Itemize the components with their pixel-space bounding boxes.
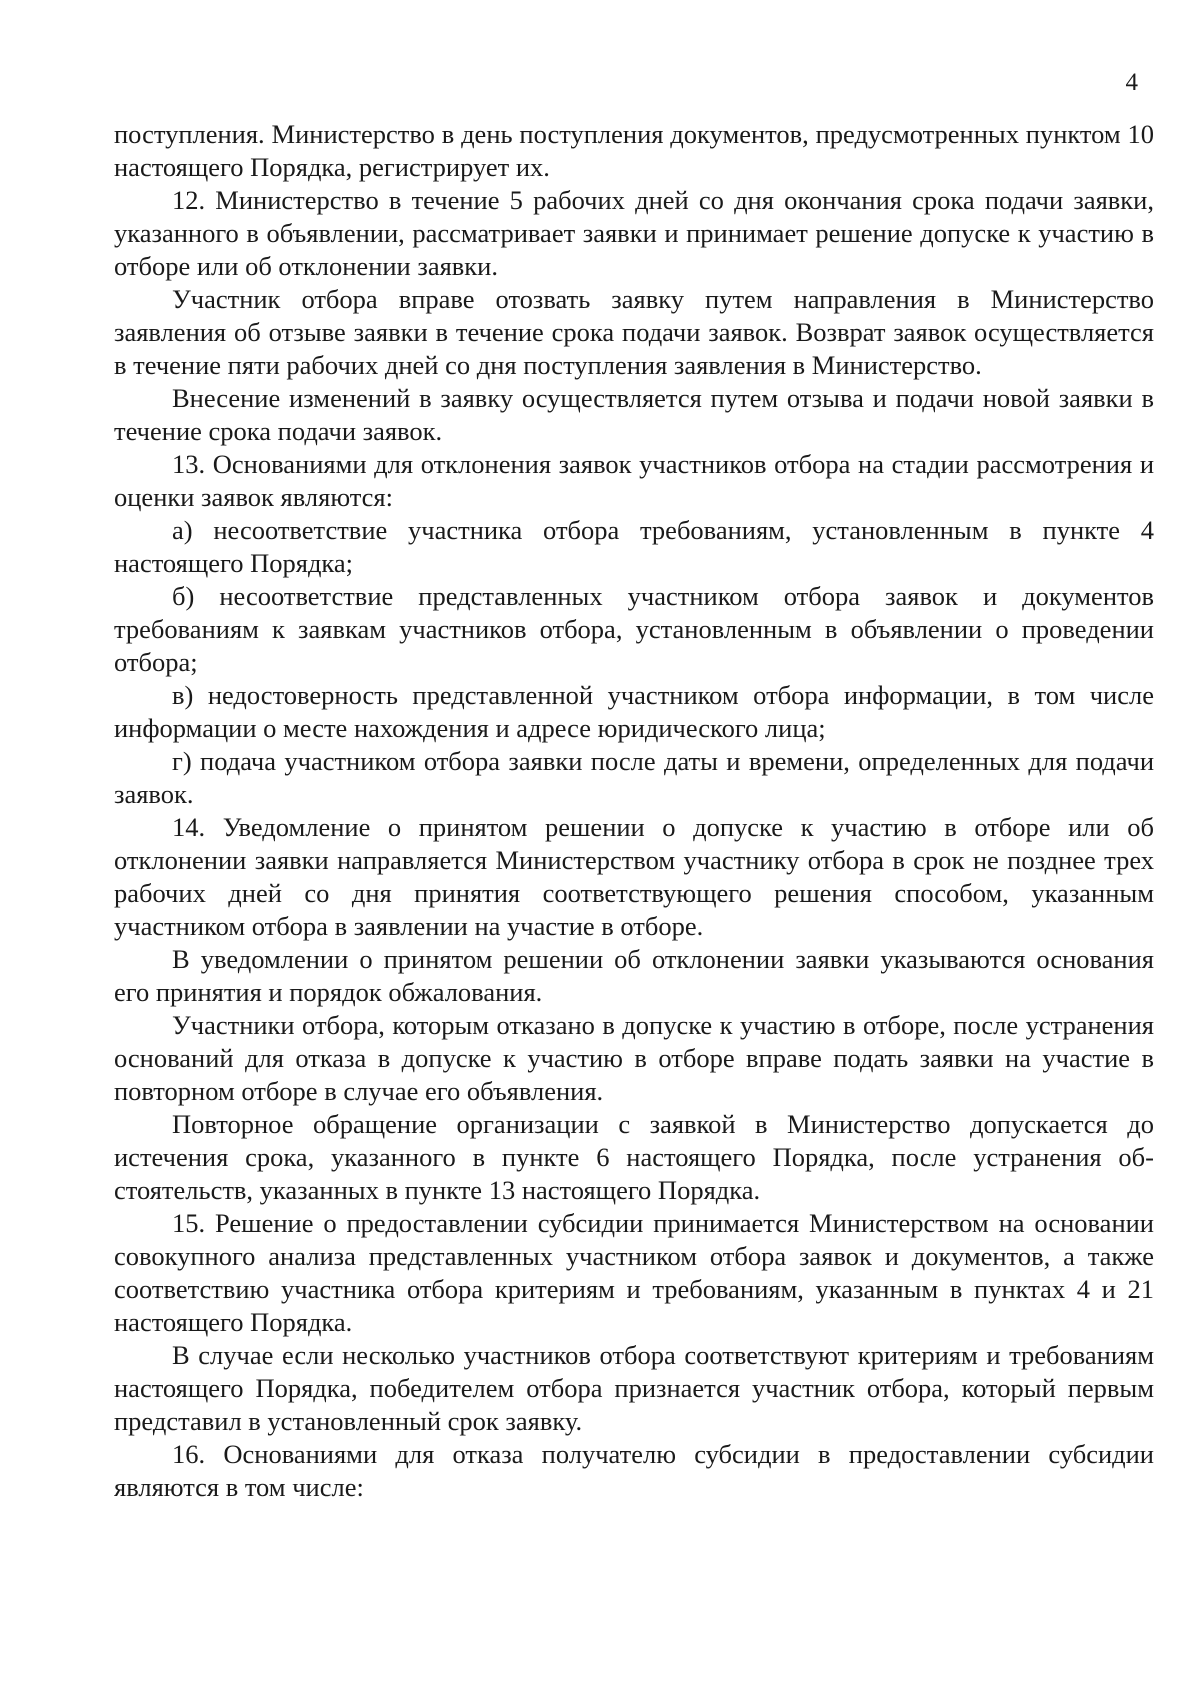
paragraph-subitem-b: б) несоответствие представленных участником отбора заявок и документов требованиям к заявкам участников отбора, установленным в объявлении о проведении отбора; — [114, 581, 1154, 677]
paragraph-continuation: поступления. Министерство в день поступления документов, предусмотренных пунктом 10 настоящего Порядка, регистрирует их. — [114, 119, 1154, 182]
paragraph-amendments: Внесение изменений в заявку осуществляется путем отзыва и подачи новой заявки в течение срока подачи заявок. — [114, 383, 1154, 446]
paragraph-item-14: 14. Уведомление о принятом решении о допуске к участию в отборе или об отклонении заявки направляется Министерством участнику отбора в срок не позднее трех рабочих дней со дня принятия соответствующего решения способом, указанным участником отбора в заявлении на участие в отборе. — [114, 812, 1154, 941]
paragraph-subitem-g: г) подача участником отбора заявки после даты и времени, определенных для подачи заявок. — [114, 746, 1154, 809]
paragraph-withdrawal: Участник отбора вправе отозвать заявку путем направления в Министерство заявления об отзыве заявки в течение срока подачи заявок. Возврат заявок осуществляется в течение пяти рабочих дней со дня поступления заявления в Министерство. — [114, 284, 1154, 380]
paragraph-item-12: 12. Министерство в течение 5 рабочих дней со дня окончания срока подачи заявки, указанного в объявлении, рассматривает заявки и принимает решение допуске к участию в отборе или об отклонении заявки. — [114, 185, 1154, 281]
paragraph-subitem-v: в) недостоверность представленной участником отбора информации, в том числе информации о месте нахождения и адресе юридического лица; — [114, 680, 1154, 743]
paragraph-item-16: 16. Основаниями для отказа получателю субсидии в предоставлении субсидии являются в том числе: — [114, 1439, 1154, 1502]
paragraph-rejection-notice: В уведомлении о принятом решении об отклонении заявки указываются основания его принятия и порядок обжалования. — [114, 944, 1154, 1007]
paragraph-item-15: 15. Решение о предоставлении субсидии принимается Министерством на основании совокупного анализа представленных участником отбора заявок и документов, а также соответствию участника отбора критериям и требованиям, указанным в пунктах 4 и 21 настоящего Порядка. — [114, 1208, 1154, 1337]
paragraph-item-13: 13. Основаниями для отклонения заявок участников отбора на стадии рассмотрения и оценки заявок являются: — [114, 449, 1154, 512]
paragraph-repeat-appeal: Повторное обращение организации с заявкой в Министерство допускается до истечения срока, указанного в пункте 6 настоящего Порядка, после устранения обстоятельств, указанных в пункте 13 настоящего Порядка. — [114, 1109, 1154, 1205]
document-body — [114, 118, 1154, 1504]
paragraph-winner: В случае если несколько участников отбора соответствуют критериям и требованиям настоящего Порядка, победителем отбора признается участник отбора, который первым представил в установленный срок заявку. — [114, 1340, 1154, 1436]
page-number: 4 — [1125, 69, 1138, 96]
paragraph-repeat-application: Участники отбора, которым отказано в допуске к участию в отборе, после устранения оснований для отказа в допуске к участию в отборе вправе подать заявки на участие в повторном отборе в случае его объявления. — [114, 1010, 1154, 1106]
paragraph-subitem-a: а) несоответствие участника отбора требованиям, установленным в пункте 4 настоящего Порядка; — [114, 515, 1154, 578]
